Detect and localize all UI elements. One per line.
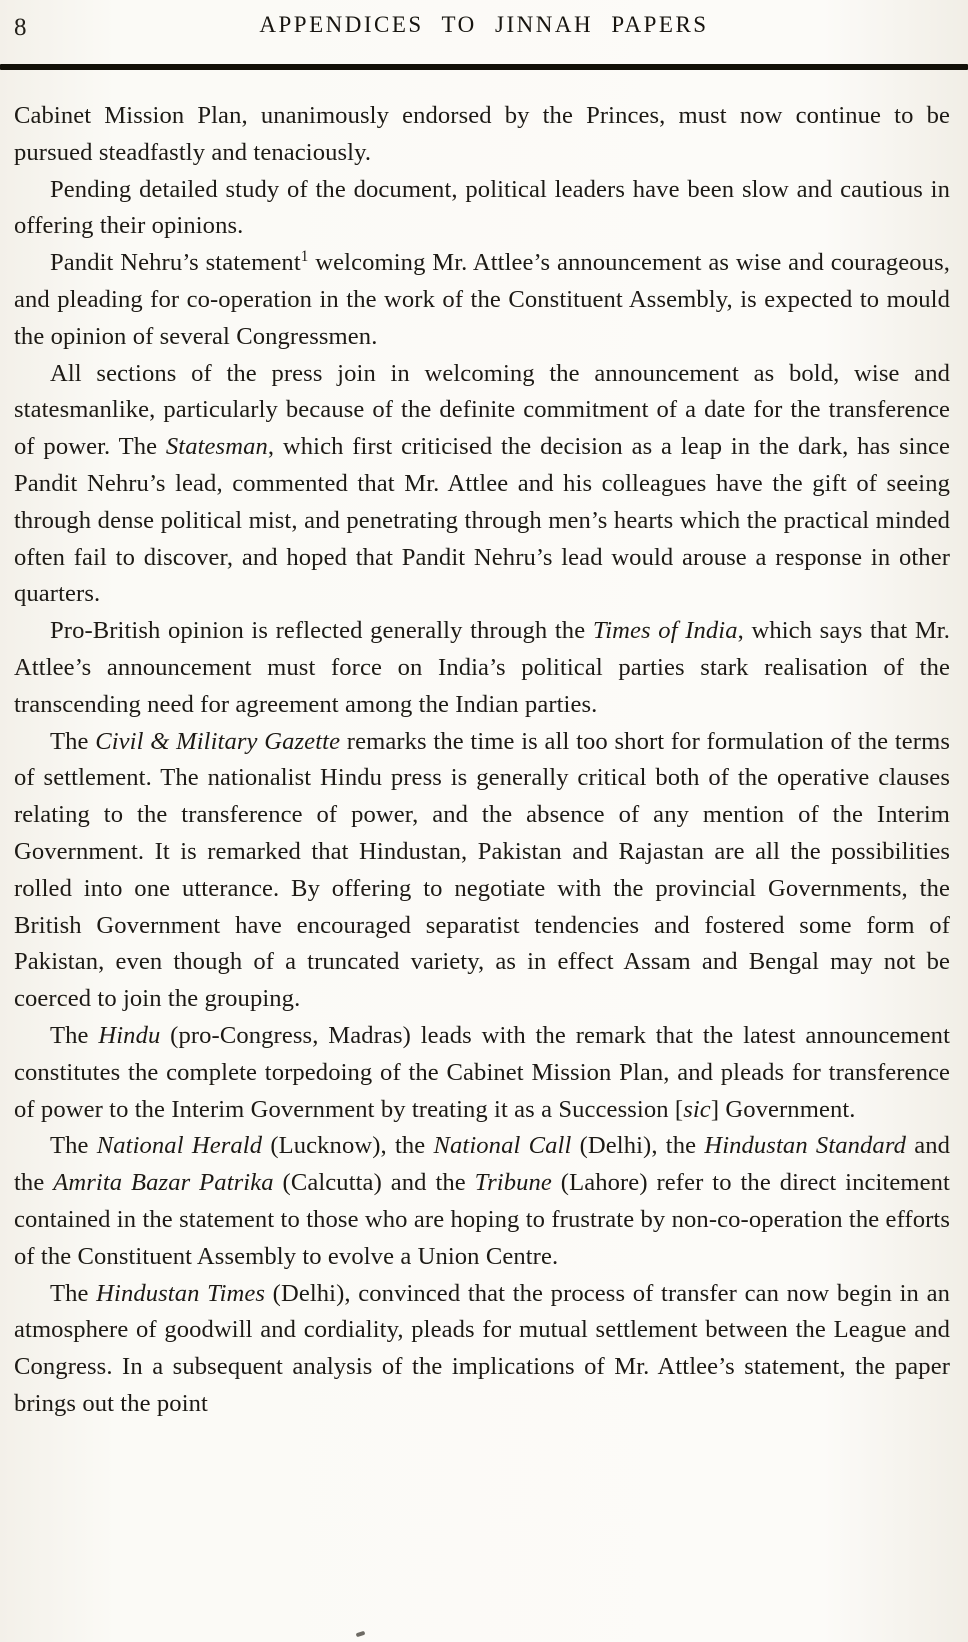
text-run: Pandit Nehru’s statement (50, 249, 301, 277)
text-run: , which says that Mr. Attlee’s announcement must force on India’s political parties stark realisation of the transcending need for agreement among the Indian parties. (14, 617, 950, 718)
text-run: Cabinet Mission Plan, unanimously endorsed by the Princes, must now continue to be pursued steadfastly and tenaciously. (14, 102, 950, 166)
text-run: (Delhi), the (571, 1132, 705, 1160)
page-body (0, 70, 968, 1423)
paragraph (14, 613, 950, 723)
text-run: Pro-British opinion is reflected generally through the (50, 617, 593, 645)
paragraph (14, 245, 950, 355)
text-run: The (50, 1021, 99, 1049)
text-run: All sections of the press join in welcoming the announcement as bold, wise and statesmanlike, particularly because of the definite commitment of a date for the transference of power. The (14, 359, 950, 461)
italic-run: Statesman (165, 433, 268, 461)
paragraph (14, 1128, 950, 1275)
footnote-marker: 1 (300, 248, 309, 265)
paragraph (14, 724, 950, 1018)
italic-run: sic (683, 1095, 711, 1123)
text-run: (Lucknow), the (262, 1132, 434, 1160)
italic-run: Hindustan Standard (704, 1132, 906, 1160)
paragraph (14, 1276, 950, 1423)
text-run: ] Government. (710, 1095, 856, 1123)
italic-run: National Call (433, 1132, 572, 1160)
text-run: (Delhi), convinced that the process of transfer can now begin in an atmosphere of goodwill and cordiality, pleads for mutual settlement between the League and Congress. In a subsequent analysis of the implications of Mr. Attlee’s statement, the paper brings out the point (14, 1279, 950, 1417)
italic-run: Civil & Military Gazette (95, 727, 341, 755)
text-run: (pro-Congress, Madras) leads with the remark that the latest announcement constitutes the complete torpedoing of the Cabinet Mission Plan, and pleads for transference of power to the Interim Government by treating it as a Succession [ (14, 1021, 950, 1123)
paragraph (14, 172, 950, 246)
text-run: (Calcutta) and the (273, 1169, 475, 1197)
text-run: welcoming Mr. Attlee’s announcement as wise and courageous, and pleading for co-operation in the work of the Constituent Assembly, is expected to mould the opinion of several Congressmen. (14, 249, 950, 350)
text-run: remarks the time is all too short for formulation of the terms of settlement. The nationalist Hindu press is generally critical both of the operative clauses relating to the transference of power, and the absence of any mention of the Interim Government. It is remarked that Hindustan, Pakistan and Rajastan are all the possibilities rolled into one utterance. By offering to negotiate with the provincial Governments, the British Government have encouraged separatist tendencies and fostered some form of Pakistan, even though of a truncated variety, as in effect Assam and Bengal may not be coerced to join the grouping. (14, 727, 950, 1013)
scan-artifact (356, 1631, 366, 1638)
text-run: and the (14, 1132, 951, 1197)
text-run: (Lahore) refer to the direct incitement contained in the statement to those who are hoping to frustrate by non-co-operation the efforts of the Constituent Assembly to evolve a Union Centre. (14, 1169, 950, 1270)
italic-run: National Herald (96, 1132, 263, 1160)
italic-run: Hindustan Times (96, 1279, 266, 1307)
page-number: 8 (14, 14, 27, 41)
text-run: The (50, 1132, 97, 1160)
paragraph (14, 98, 950, 172)
text-run: The (50, 1279, 97, 1307)
italic-run: Times of India (592, 617, 738, 645)
text-run: Pending detailed study of the document, political leaders have been slow and cautious in offering their opinions. (14, 175, 950, 240)
text-run: , which first criticised the decision as a leap in the dark, has since Pandit Nehru’s lead, commented that Mr. Attlee and his colleagues have the gift of seeing through dense political mist, and penetrating through men’s hearts which the practical minded often fail to discover, and hoped that Pandit Nehru’s lead would arouse a response in other quarters. (14, 433, 950, 608)
page-header (0, 0, 968, 56)
text-run: The (50, 727, 96, 755)
running-header-title: APPENDICES TO JINNAH PAPERS (259, 12, 709, 37)
italic-run: Amrita Bazar Patrika (53, 1169, 274, 1197)
italic-run: Tribune (474, 1169, 552, 1197)
paragraph (14, 356, 950, 614)
italic-run: Hindu (98, 1021, 161, 1049)
paragraph (14, 1018, 950, 1128)
